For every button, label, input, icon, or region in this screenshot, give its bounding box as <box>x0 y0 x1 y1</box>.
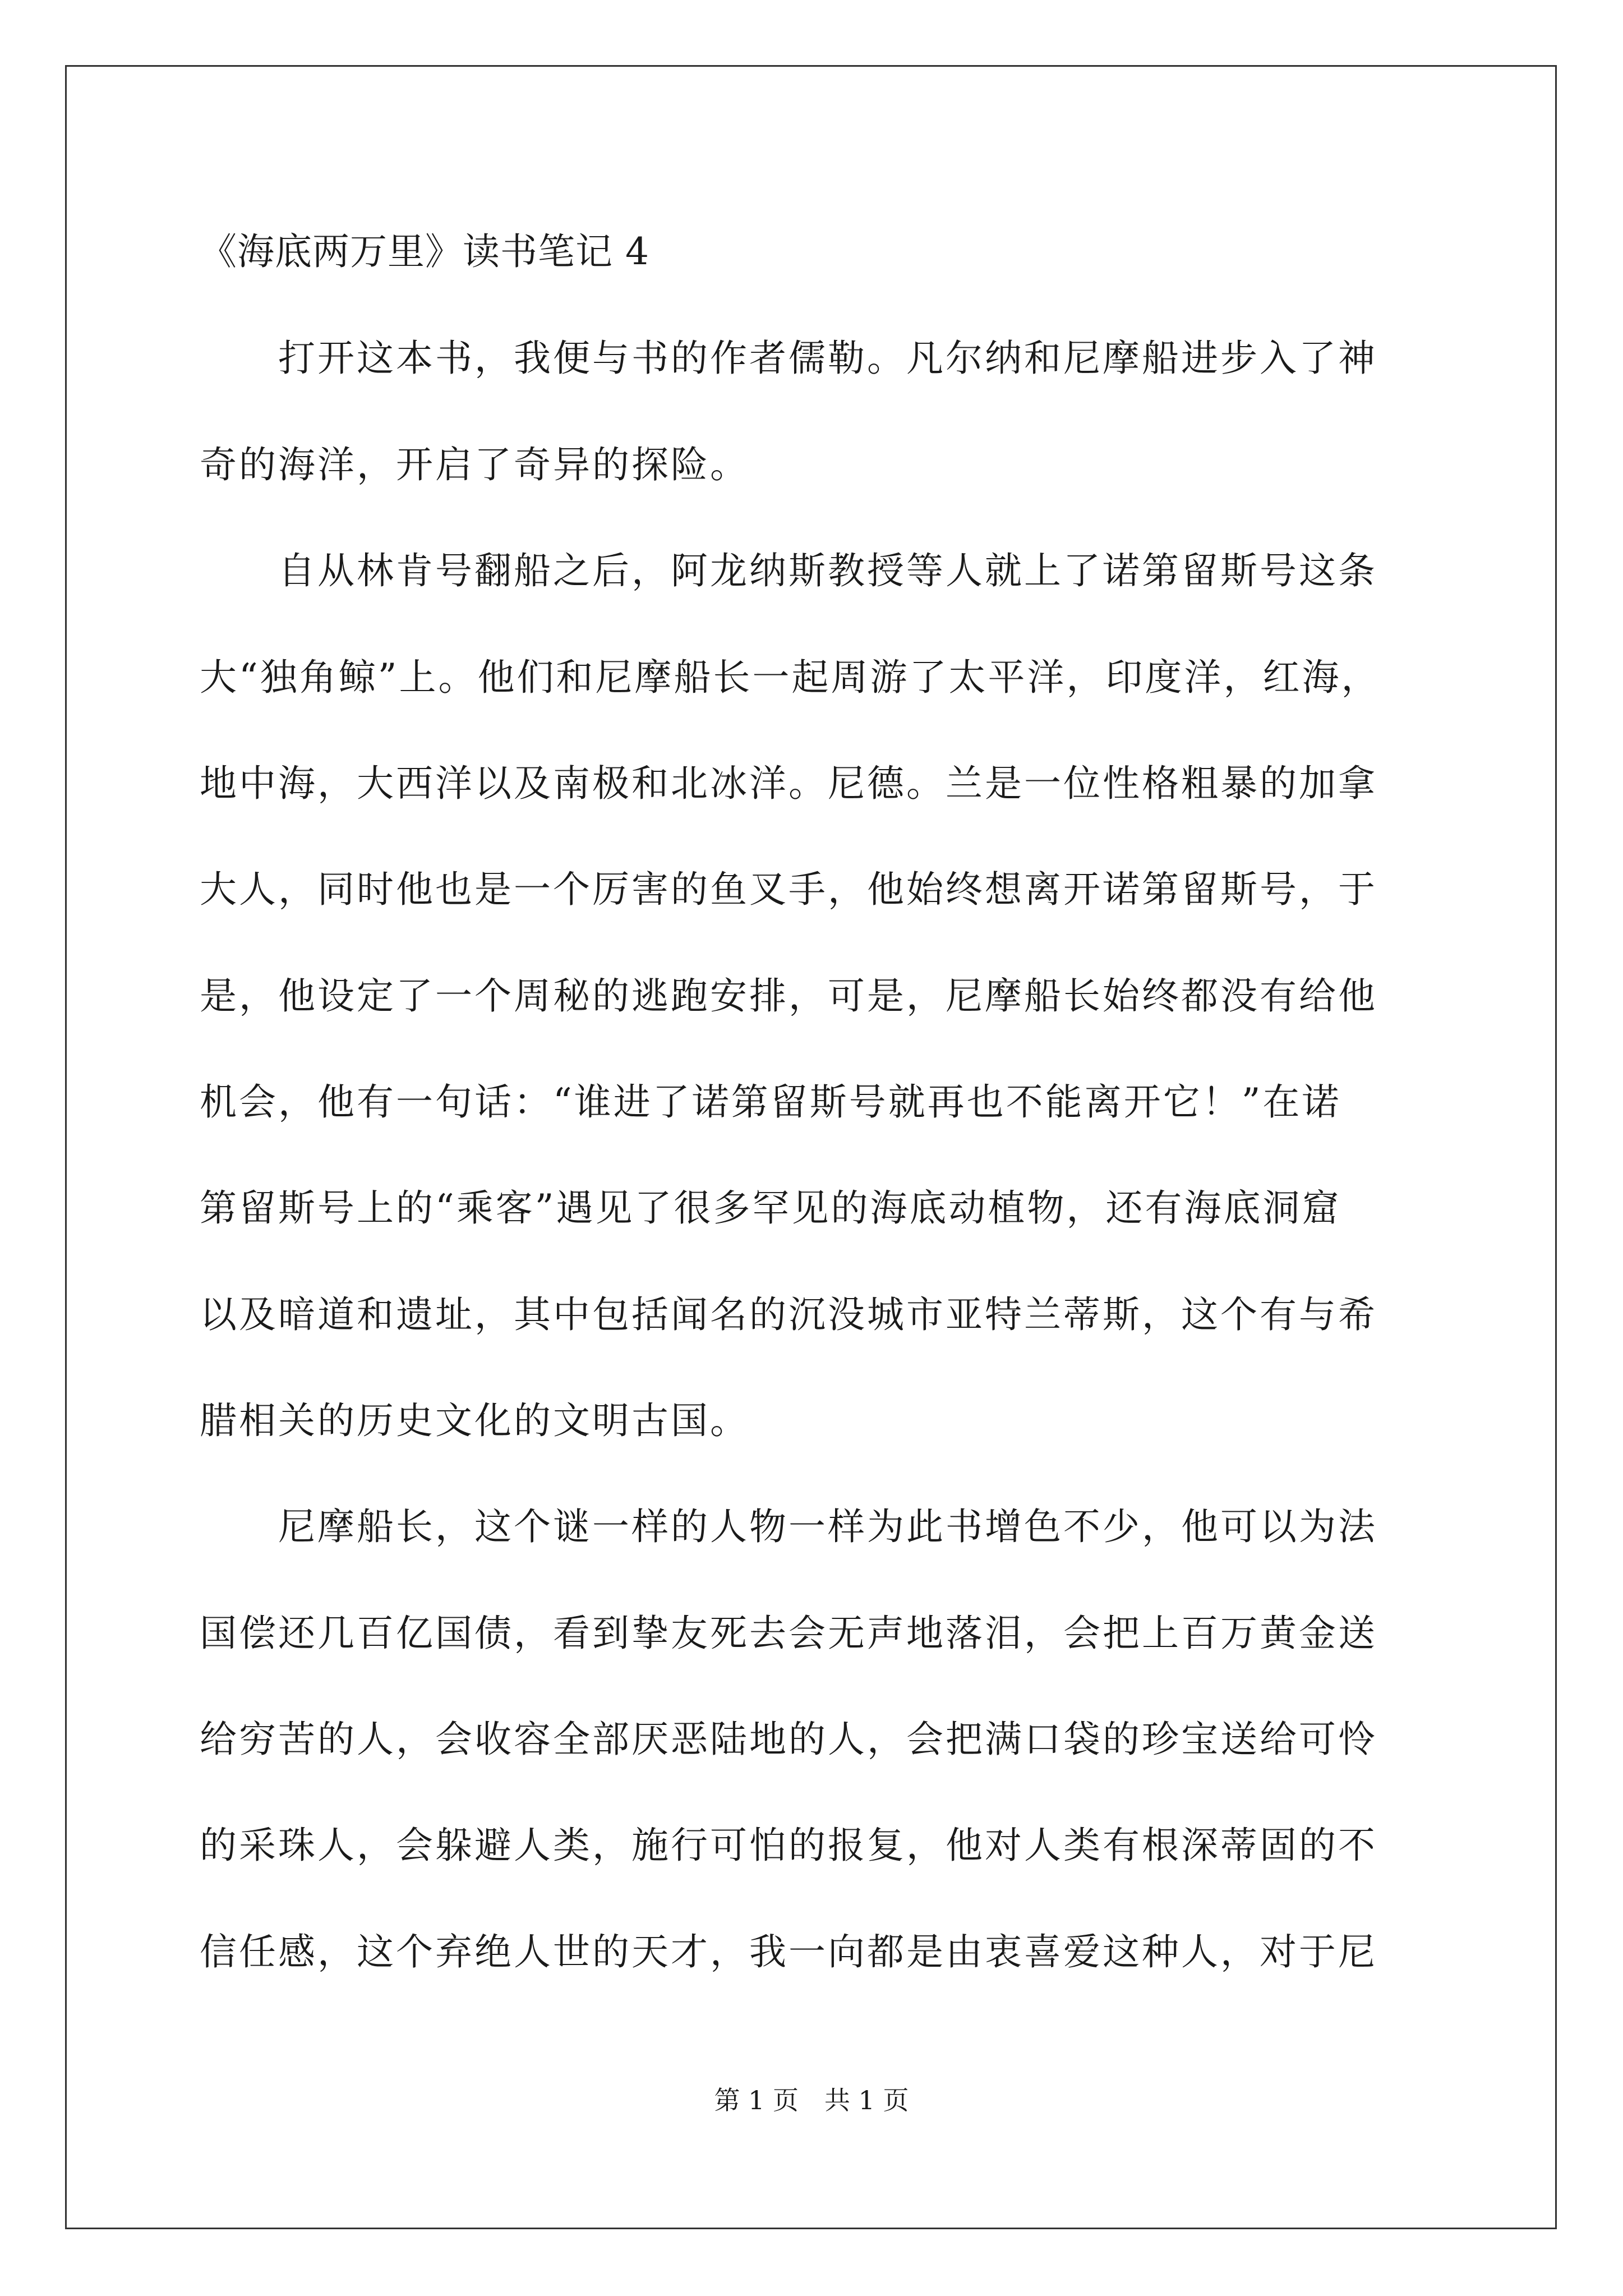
body-line: 奇的海洋，开启了奇异的探险。 <box>200 443 749 486</box>
body-line: 尼摩船长，这个谜一样的人物一样为此书增色不少，他可以为法 <box>200 1505 1377 1548</box>
body-line: 腊相关的历史文化的文明古国。 <box>200 1399 749 1442</box>
page-number-footer: 第 1 页 共 1 页 <box>714 2085 909 2115</box>
body-line: 第留斯号上的“乘客”遇见了很多罕见的海底动植物，还有海底洞窟 <box>200 1186 1341 1230</box>
body-line: 以及暗道和遗址，其中包括闻名的沉没城市亚特兰蒂斯，这个有与希 <box>200 1293 1377 1336</box>
body-line: 打开这本书，我便与书的作者儒勒。凡尔纳和尼摩船进步入了神 <box>200 337 1377 380</box>
document-title: 《海底两万里》读书笔记 4 <box>200 230 649 273</box>
body-line: 自从林肯号翻船之后，阿龙纳斯教授等人就上了诺第留斯号这条 <box>200 549 1377 592</box>
body-line: 是，他设定了一个周秘的逃跑安排，可是，尼摩船长始终都没有给他 <box>200 974 1377 1018</box>
body-line: 地中海，大西洋以及南极和北冰洋。尼德。兰是一位性格粗暴的加拿 <box>200 762 1377 805</box>
body-line: 给穷苦的人，会收容全部厌恶陆地的人，会把满口袋的珍宝送给可怜 <box>200 1718 1377 1761</box>
body-line: 的采珠人，会躲避人类，施行可怕的报复，他对人类有根深蒂固的不 <box>200 1824 1377 1867</box>
body-line: 大人，同时他也是一个厉害的鱼叉手，他始终想离开诺第留斯号，于 <box>200 868 1377 911</box>
body-line: 大“独角鲸”上。他们和尼摩船长一起周游了太平洋，印度洋，红海， <box>200 656 1381 699</box>
page-border <box>65 65 1557 2229</box>
body-line: 机会，他有一句话：“谁进了诺第留斯号就再也不能离开它！”在诺 <box>200 1080 1341 1124</box>
body-line: 信任感，这个弃绝人世的天才，我一向都是由衷喜爱这种人，对于尼 <box>200 1930 1377 1973</box>
body-line: 国偿还几百亿国债，看到挚友死去会无声地落泪，会把上百万黄金送 <box>200 1612 1377 1655</box>
